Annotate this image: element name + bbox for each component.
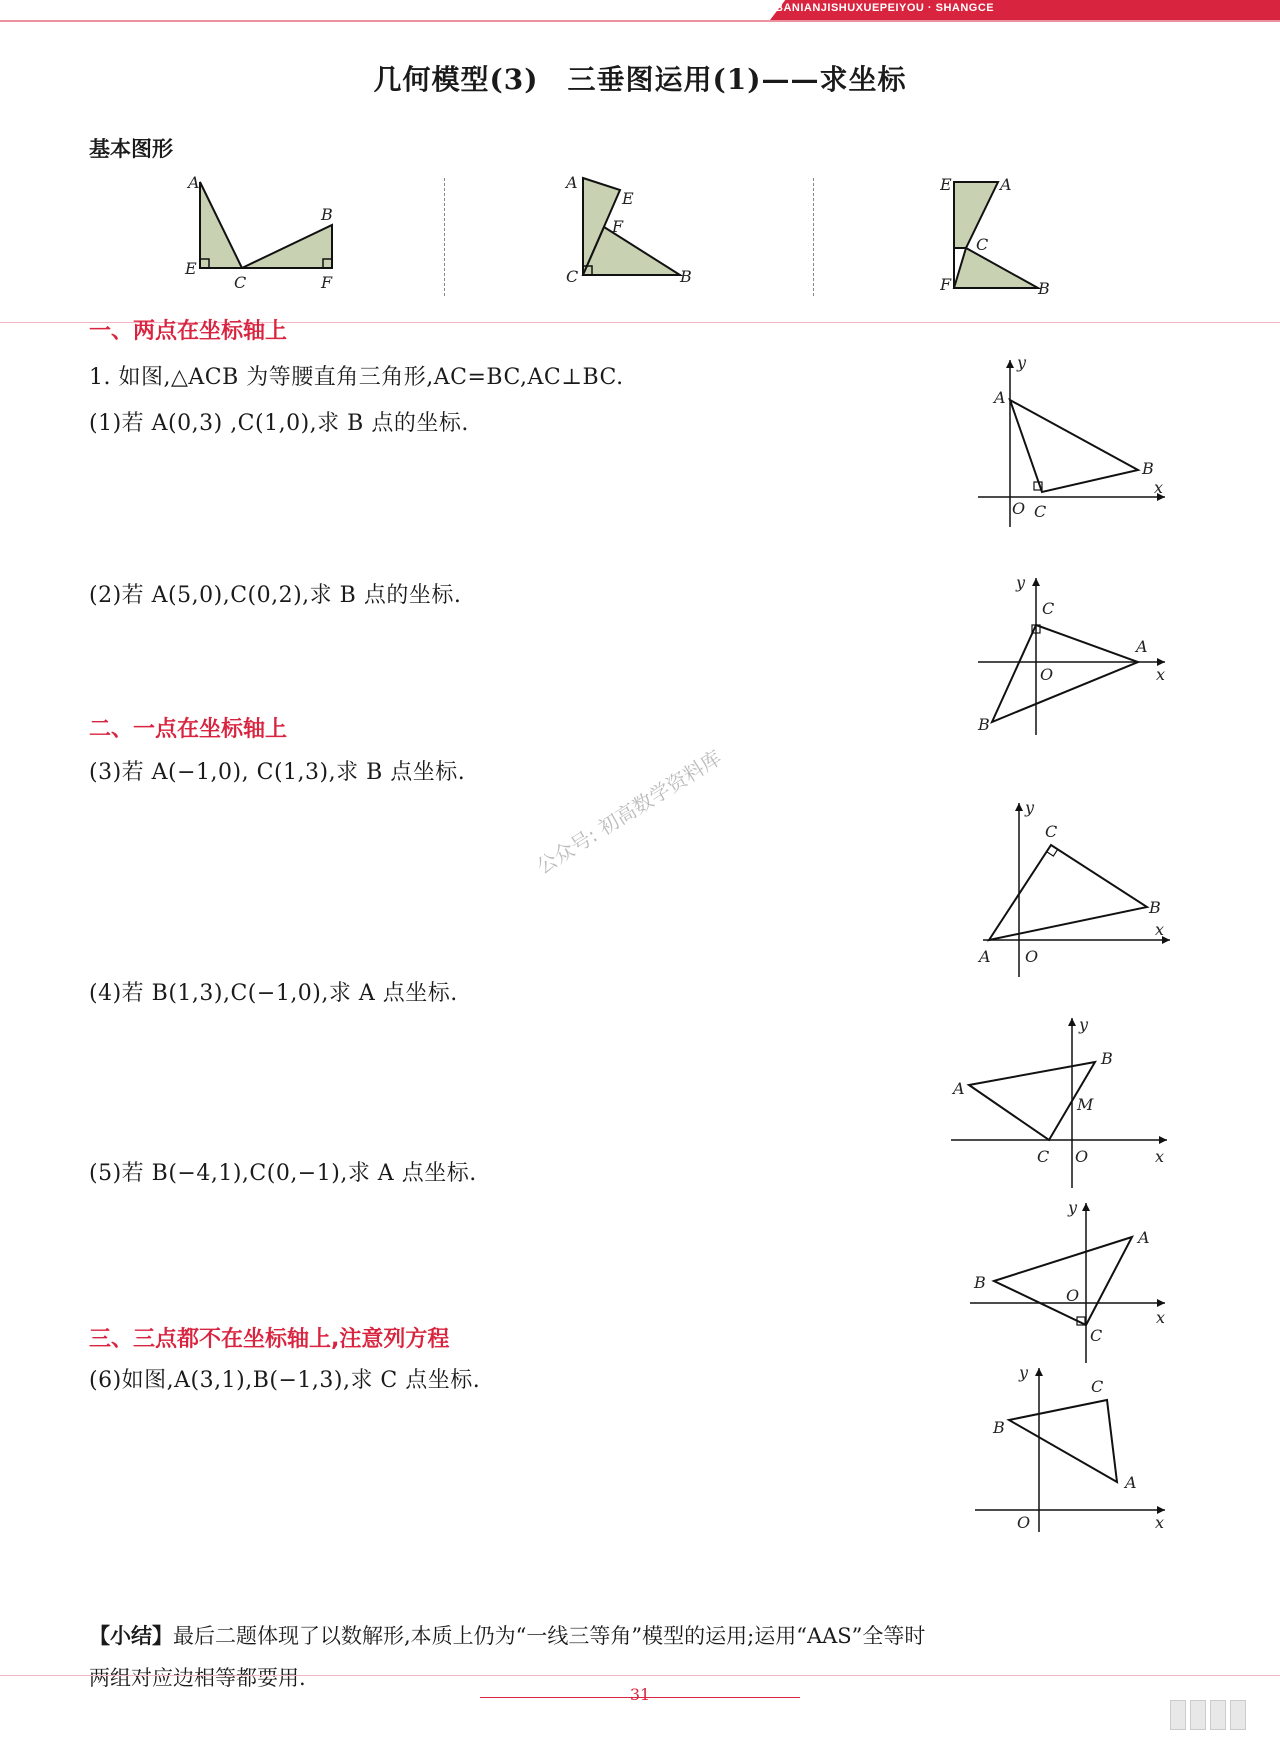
question-5: (5)若 B(−4,1),C(0,−1),求 A 点坐标. (89, 1161, 477, 1186)
section-2-title: 二、一点在坐标轴上 (89, 717, 288, 742)
label-F: F (612, 217, 624, 236)
label-B: B (1101, 1049, 1113, 1068)
figure-q3 (975, 795, 1175, 980)
question-6: (6)如图,A(3,1),B(−1,3),求 C 点坐标. (89, 1368, 481, 1393)
section-3-title: 三、三点都不在坐标轴上,注意列方程 (89, 1327, 450, 1352)
footer-rule (0, 1675, 1280, 1676)
label-x: x (1156, 665, 1166, 684)
decorative-block (1190, 1700, 1206, 1730)
figure-q1 (970, 352, 1170, 532)
label-O: O (1017, 1513, 1031, 1532)
label-x: x (1155, 920, 1165, 939)
label-B: B (974, 1273, 986, 1292)
label-M: M (1077, 1095, 1094, 1114)
page-number: 31 (629, 1685, 651, 1704)
footer-ornament (480, 1697, 800, 1698)
decorative-block (1170, 1700, 1186, 1730)
question-3: (3)若 A(−1,0), C(1,3),求 B 点坐标. (89, 760, 466, 785)
label-E: E (622, 189, 634, 208)
label-A: A (1000, 175, 1012, 194)
label-O: O (1066, 1286, 1080, 1305)
header-rule (0, 20, 1280, 22)
label-C: C (976, 235, 989, 254)
label-C: C (1037, 1147, 1050, 1166)
page-title: 几何模型(3) 三垂图运用(1)——求坐标 (373, 63, 907, 96)
label-A: A (566, 173, 578, 192)
label-O: O (1025, 947, 1039, 966)
label-x: x (1155, 1513, 1165, 1532)
section-1-title: 一、两点在坐标轴上 (89, 319, 288, 344)
label-B: B (680, 267, 692, 286)
label-C: C (566, 267, 579, 286)
watermark: 公众号: 初高数学资料库 (532, 745, 726, 879)
basic-figure-3 (940, 170, 1070, 300)
divider (444, 178, 445, 296)
label-x: x (1155, 1147, 1165, 1166)
figure-q4 (945, 1010, 1175, 1190)
label-C: C (1091, 1377, 1104, 1396)
label-y: y (1017, 353, 1027, 372)
label-B: B (1038, 279, 1050, 298)
summary-tag: 【小结】 (89, 1623, 173, 1648)
question-1-intro: 1. 如图,△ACB 为等腰直角三角形,AC=BC,AC⊥BC. (89, 365, 624, 390)
label-E: E (185, 259, 197, 278)
label-x: x (1156, 1308, 1166, 1327)
question-4: (4)若 B(1,3),C(−1,0),求 A 点坐标. (89, 981, 458, 1006)
figure-q2 (970, 570, 1170, 740)
summary-line-1: 最后二题体现了以数解形,本质上仍为“一线三等角”模型的运用;运用“AAS”全等时 (173, 1624, 926, 1648)
label-C: C (1034, 502, 1047, 521)
label-F: F (940, 275, 952, 294)
basic-figure-2 (560, 170, 710, 295)
label-B: B (1149, 898, 1161, 917)
decorative-block (1230, 1700, 1246, 1730)
label-C: C (234, 273, 247, 292)
label-F: F (321, 273, 333, 292)
basic-figures-label: 基本图形 (89, 137, 173, 161)
question-1: (1)若 A(0,3) ,C(1,0),求 B 点的坐标. (89, 411, 469, 436)
label-B: B (1142, 459, 1154, 478)
divider (813, 178, 814, 296)
label-y: y (1079, 1015, 1089, 1034)
label-B: B (321, 205, 333, 224)
label-O: O (1040, 665, 1054, 684)
label-B: B (993, 1418, 1005, 1437)
header-banner-text: BANIANJISHUXUEPEIYOU · SHANGCE (775, 2, 995, 14)
label-O: O (1075, 1147, 1089, 1166)
question-2: (2)若 A(5,0),C(0,2),求 B 点的坐标. (89, 583, 462, 608)
label-y: y (1019, 1363, 1029, 1382)
label-A: A (979, 947, 991, 966)
label-C: C (1090, 1326, 1103, 1345)
figure-q5 (960, 1195, 1175, 1365)
label-O: O (1012, 499, 1026, 518)
label-B: B (978, 715, 990, 734)
label-C: C (1045, 822, 1058, 841)
label-A: A (1125, 1473, 1137, 1492)
label-A: A (1138, 1228, 1150, 1247)
label-x: x (1154, 478, 1164, 497)
label-A: A (188, 173, 200, 192)
label-A: A (953, 1079, 965, 1098)
label-A: A (1136, 637, 1148, 656)
label-y: y (1016, 573, 1026, 592)
basic-figure-1 (180, 170, 350, 295)
label-E: E (940, 175, 952, 194)
label-C: C (1042, 599, 1055, 618)
summary-line-2: 两组对应边相等都要用. (89, 1666, 306, 1690)
decorative-block (1210, 1700, 1226, 1730)
label-y: y (1025, 798, 1035, 817)
figure-q6 (965, 1360, 1175, 1535)
label-A: A (994, 388, 1006, 407)
label-y: y (1068, 1198, 1078, 1217)
